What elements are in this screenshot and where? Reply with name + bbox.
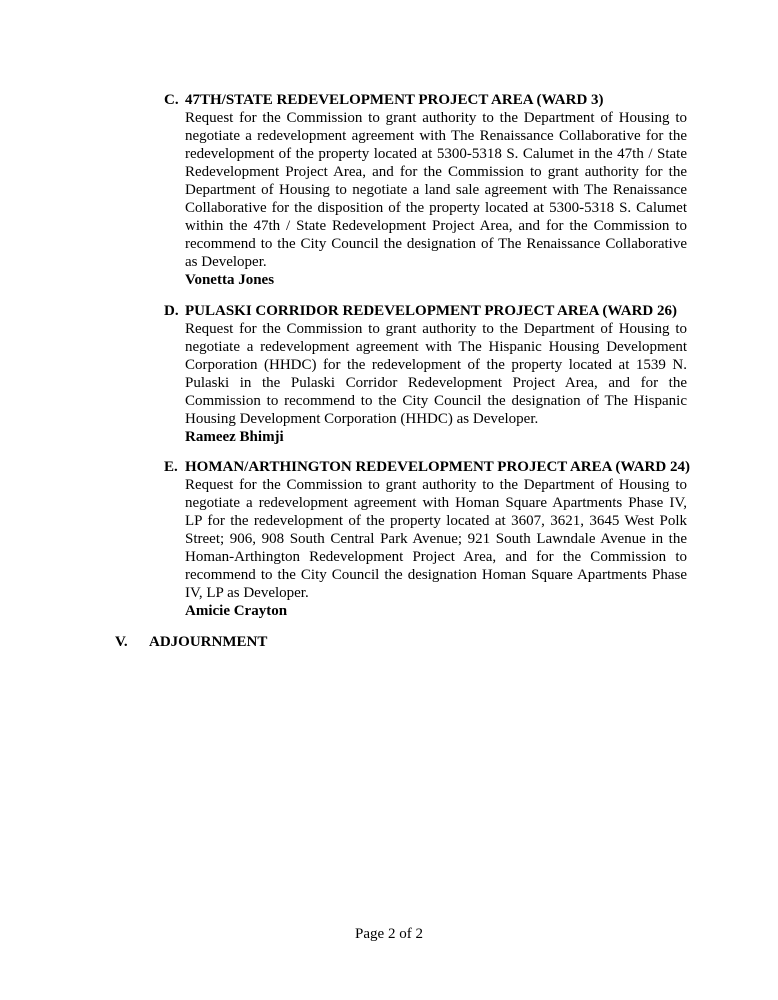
item-description: Request for the Commission to grant authority to the Department of Housing to negotiate a redevelopment agreement with The Renaissance Collaborative for the redevelopment of the property located at 5300-5318 S. Calumet in the 47th / State Redevelopment Project Area, and for the Commission to grant authority for the Department of Housing to negotiate a land sale agreement with The Renaissance Collaborative for the disposition of the property located at 5300-5318 S. Calumet within the 47th / State Redevelopment Project Area, and for the Commission to recommend to the City Council the designation of The Renaissance Collaborative as Developer.	[185, 110, 687, 270]
agenda-item-e	[164, 458, 704, 620]
agenda-item-d	[164, 302, 704, 446]
item-letter: E.	[164, 459, 178, 475]
section-title: ADJOURNMENT	[149, 634, 268, 650]
agenda-item-header	[164, 91, 704, 109]
page-footer	[0, 925, 778, 943]
item-letter: C.	[164, 92, 179, 108]
agenda-item-c	[164, 91, 704, 289]
item-title: HOMAN/ARTHINGTON REDEVELOPMENT PROJECT AREA (WARD 24)	[185, 459, 690, 475]
item-title: PULASKI CORRIDOR REDEVELOPMENT PROJECT AREA (WARD 26)	[185, 303, 677, 319]
item-description: Request for the Commission to grant authority to the Department of Housing to negotiate a redevelopment agreement with Homan Square Apartments Phase IV, LP for the redevelopment of the property located at 3607, 3621, 3645 West Polk Street; 906, 908 South Central Park Avenue; 921 South Lawndale Avenue in the Homan-Arthington Redevelopment Project Area, and for the Commission to recommend to the City Council the designation Homan Square Apartments Phase IV, LP as Developer.	[185, 477, 687, 601]
page-number: Page 2 of 2	[355, 926, 423, 942]
item-staff-name: Vonetta Jones	[185, 272, 275, 288]
item-staff-name: Rameez Bhimji	[185, 429, 284, 445]
agenda-item-header	[164, 458, 704, 476]
item-letter: D.	[164, 303, 179, 319]
item-staff-name: Amicie Crayton	[185, 603, 288, 619]
section-number: V.	[115, 634, 128, 650]
item-description: Request for the Commission to grant authority to the Department of Housing to negotiate a redevelopment agreement with The Hispanic Housing Development Corporation (HHDC) for the redevelopment of the property located at 1539 N. Pulaski in the Pulaski Corridor Redevelopment Project Area, and for the Commission to recommend to the City Council the designation of The Hispanic Housing Development Corporation (HHDC) as Developer.	[185, 321, 687, 427]
agenda-item-header	[164, 302, 704, 320]
item-title: 47TH/STATE REDEVELOPMENT PROJECT AREA (WARD 3)	[185, 92, 604, 108]
